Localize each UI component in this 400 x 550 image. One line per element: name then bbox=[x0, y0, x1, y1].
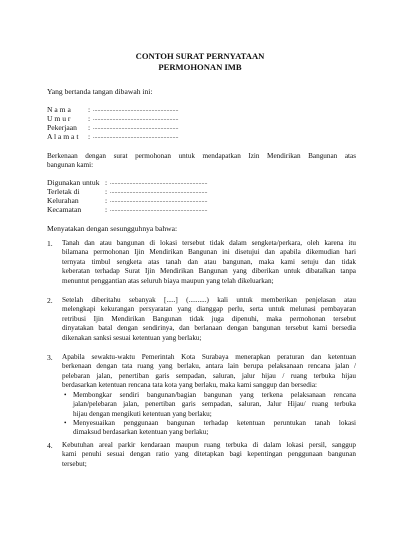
item-line: Apabila sewaktu-waktu Pemerintah Kota Surabaya menerapkan peraturan dan ketentuan bbox=[62, 353, 356, 361]
field-label-terletak-di: Terletak di bbox=[47, 187, 80, 196]
field-blank-alamat: ......................................................... bbox=[93, 134, 179, 140]
item-line: ternyata timbul sengketa atas tanah dan atau bangunan, maka kami setuju dan tidak bbox=[62, 257, 356, 266]
item-line: dikenakan sanksi sesuai ketentuan yang berlaku; bbox=[62, 333, 202, 342]
bullet-line: hijau dengan mengikuti ketentuan yang berlaku; bbox=[73, 409, 212, 418]
field-colon: : bbox=[88, 105, 91, 114]
field-blank-nama: ......................................................... bbox=[93, 107, 179, 113]
statement-text: Menyatakan dengan sesungguhnya bahwa: bbox=[47, 224, 178, 233]
item-number: 1. bbox=[47, 239, 53, 248]
field-label-pekerjaan: Pekerjaan bbox=[47, 123, 77, 132]
field-label-nama: N a m a bbox=[47, 105, 71, 114]
field-label-kelurahan: Kelurahan bbox=[47, 196, 79, 205]
item-line: melengkapi kekurangan persyaratan yang dianggap perlu, serta untuk melunasi pembayaran bbox=[62, 305, 356, 314]
item-number: 3. bbox=[47, 353, 53, 362]
item-line: pelebaran jalan, penertiban garis sempadan, saluran, jalur hijau / ruang terbuka hijau bbox=[62, 371, 356, 380]
document-title-line-1: CONTOH SURAT PERNYATAAN bbox=[135, 51, 265, 61]
field-label-alamat: A l a m a t bbox=[47, 132, 79, 141]
field-blank-terletak-di: ................................................................. bbox=[110, 189, 208, 195]
field-colon: : bbox=[105, 187, 108, 196]
bullet-line: Menyesuaikan penggunaan bangunan terhadap ketentuan peruntukan tanah lokasi bbox=[73, 419, 356, 427]
item-4-text bbox=[62, 441, 356, 469]
purpose-line: bangunan kami: bbox=[47, 161, 94, 170]
field-colon: : bbox=[105, 196, 108, 205]
field-colon: : bbox=[105, 205, 108, 214]
item-1-text bbox=[62, 239, 356, 286]
bullet-line: dimaksud berdasarkan ketentuan yang berlaku; bbox=[73, 428, 209, 437]
field-blank-kelurahan: ................................................................. bbox=[110, 198, 208, 204]
field-blank-umur: ......................................................... bbox=[93, 116, 179, 122]
item-line: tersebut; bbox=[62, 459, 87, 468]
item-line: kami penuhi sesuai dengan ratio yang ditetapkan bagi kepentingan penggunaan bangunan bbox=[62, 450, 356, 459]
intro-text: Yang bertanda tangan dibawah ini: bbox=[47, 87, 153, 96]
item-2-text bbox=[62, 296, 356, 343]
field-colon: : bbox=[88, 114, 91, 123]
bullet-1-text bbox=[73, 391, 356, 419]
bullet-icon: • bbox=[64, 391, 67, 399]
item-line: retribusi Ijin Mendirikan Bangunan tidak juga dipenuhi, maka permohonan tersebut bbox=[62, 314, 356, 323]
item-3-text bbox=[62, 353, 356, 391]
item-line: Tanah dan atau bangunan di lokasi tersebut tidak dalam sengketa/perkara, oleh karena itu bbox=[62, 239, 356, 247]
purpose-paragraph bbox=[47, 152, 356, 171]
field-label-umur: U m u r bbox=[47, 114, 71, 123]
field-blank-digunakan-untuk: ................................................................. bbox=[110, 180, 208, 186]
bullet-line: jalan/pelebaran jalan, penertiban garis sempadan, saluran, Jalur Hijau/ ruang terbuka bbox=[73, 400, 356, 409]
item-number: 4. bbox=[47, 441, 53, 450]
item-line: keberatan terhadap Surat Ijin Mendirikan Bangunan yang diberikan untuk dibatalkan tanpa bbox=[62, 267, 356, 276]
item-line: Setelah diberitahu sebanyak [.....] (..........) kali untuk memberikan penjelasan atau bbox=[62, 296, 356, 304]
purpose-line: Berkenaan dengan surat permohonan untuk mendapatkan Izin Mendirikan Bangunan atas bbox=[47, 152, 356, 160]
bullet-2-text bbox=[73, 419, 356, 438]
item-line: bilamana permohonan Ijin Mendirikan Bangunan ini disetujui dan apabila dikemudian hari bbox=[62, 248, 356, 257]
field-colon: : bbox=[105, 178, 108, 187]
document-title-line-2: PERMOHONAN IMB bbox=[158, 62, 242, 72]
field-colon: : bbox=[88, 123, 91, 132]
field-colon: : bbox=[88, 132, 91, 141]
item-line: berkenaan dengan tata ruang yang berlaku, antara lain berupa pelaksanaan rencana jalan / bbox=[62, 362, 356, 371]
item-line: Kebutuhan areal parkir kendaraan maupun ruang terbuka di dalam lokasi persil, sanggup bbox=[62, 441, 356, 449]
bullet-icon: • bbox=[64, 419, 67, 427]
item-line: berdasarkan ketentuan rencana tata kota yang berlaku, maka kami sanggup dan bersedia: bbox=[62, 381, 318, 390]
field-label-kecamatan: Kecamatan bbox=[47, 205, 82, 214]
item-line: dinyatakan batal dengan sendirinya, dan berlanaan dengan bangunan tersebut kami bersedia bbox=[62, 324, 356, 333]
item-line: menuntut penggantian atas seluruh biaya maupun yang telah dikeluarkan; bbox=[62, 276, 274, 285]
item-number: 2. bbox=[47, 296, 53, 305]
field-blank-kecamatan: ................................................................. bbox=[110, 207, 208, 213]
field-blank-pekerjaan: ......................................................... bbox=[93, 125, 179, 131]
field-label-digunakan-untuk: Digunakan untuk bbox=[47, 178, 100, 187]
bullet-line: Membongkar sendiri bangunan/bagian bangunan yang terkena pelaksanaan rencana bbox=[73, 391, 356, 399]
